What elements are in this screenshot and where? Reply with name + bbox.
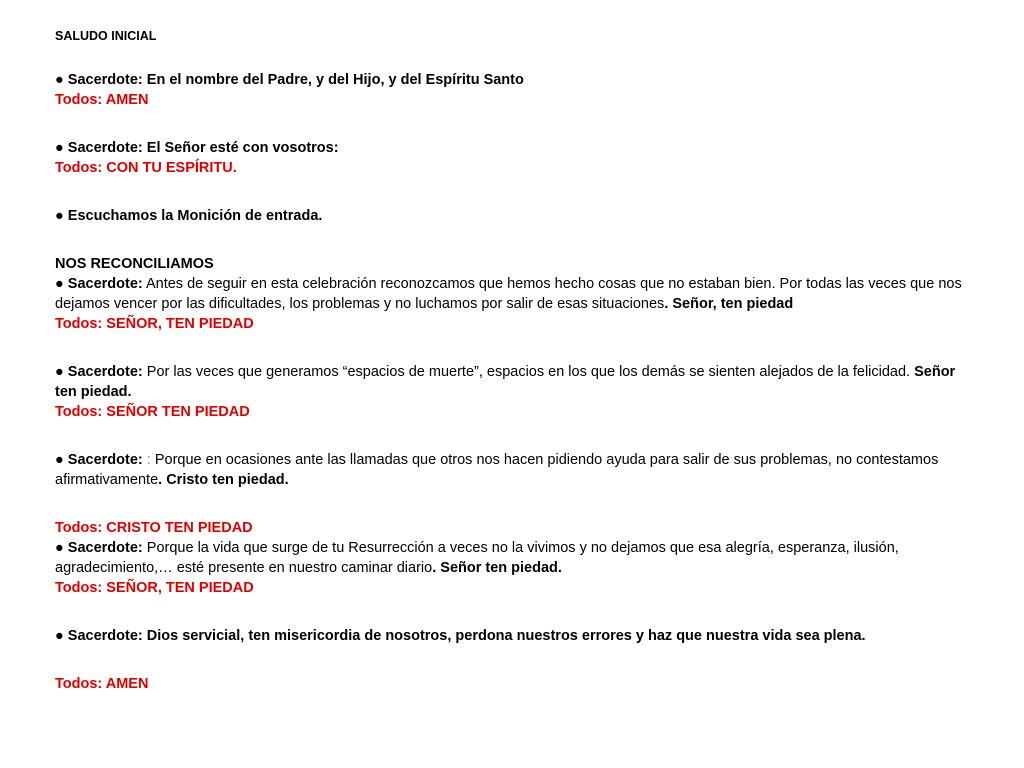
- item-text: Antes de seguir en esta celebración reconozcamos que hemos hecho cosas que no estaban bien. Por todas las veces que nos dejamos vencer por las dificultades, los problemas y no luchamos por salir de esas situaciones: [55, 276, 962, 312]
- reconciliamos-item-4: [55, 538, 975, 578]
- bullet-icon: ●: [55, 628, 64, 644]
- liturgy-document: [55, 27, 975, 694]
- saludo-priest-line-2: [55, 138, 975, 158]
- item-ending: . Señor, ten piedad: [664, 296, 794, 312]
- priest-text: Sacerdote: El Señor esté con vosotros:: [67, 140, 339, 156]
- reconciliamos-response-3: Todos: CRISTO TEN PIEDAD: [55, 520, 253, 536]
- monicion-text: Escuchamos la Monición de entrada.: [67, 208, 323, 224]
- saludo-response-1: Todos: AMEN: [55, 92, 149, 108]
- item-ending: . Cristo ten piedad.: [158, 472, 289, 488]
- bullet-icon: ●: [55, 540, 64, 556]
- item-text: Porque la vida que surge de tu Resurrección a veces no la vivimos y no dejamos que esa alegría, esperanza, ilusión, agradecimiento,… esté presente en nuestro caminar diario: [55, 540, 899, 576]
- reconciliamos-item-2: [55, 362, 975, 402]
- reconciliamos-response-5: Todos: AMEN: [55, 676, 149, 692]
- item-text: Por las veces que generamos “espacios de muerte”, espacios en los que los demás se sienten alejados de la felicidad.: [142, 364, 915, 380]
- section-title-saludo: SALUDO INICIAL: [55, 29, 157, 43]
- bullet-icon: ●: [55, 140, 64, 156]
- item-ending: . Señor ten piedad.: [432, 560, 562, 576]
- reconciliamos-item-5: [55, 626, 975, 646]
- priest-label: Sacerdote:: [67, 364, 143, 380]
- bullet-icon: ●: [55, 364, 64, 380]
- bullet-icon: ●: [55, 72, 64, 88]
- bullet-icon: ●: [55, 452, 64, 468]
- item-text: Porque en ocasiones ante las llamadas que otros nos hacen pidiendo ayuda para salir de sus problemas, no contestamos afirmativamente: [55, 452, 939, 488]
- priest-label: Sacerdote:: [67, 540, 143, 556]
- bullet-icon: ●: [55, 276, 64, 292]
- priest-label: Sacerdote:: [67, 452, 143, 468]
- reconciliamos-response-1: Todos: SEÑOR, TEN PIEDAD: [55, 316, 254, 332]
- priest-label: Sacerdote:: [67, 276, 143, 292]
- reconciliamos-response-4: Todos: SEÑOR, TEN PIEDAD: [55, 580, 254, 596]
- section-title-reconciliamos: NOS RECONCILIAMOS: [55, 256, 214, 272]
- reconciliamos-response-2: Todos: SEÑOR TEN PIEDAD: [55, 404, 250, 420]
- reconciliamos-item-1: [55, 274, 975, 314]
- saludo-response-2: Todos: CON TU ESPÍRITU.: [55, 160, 237, 176]
- saludo-priest-line-1: [55, 70, 975, 90]
- saludo-monicion: [55, 206, 975, 226]
- stray-colon: :: [142, 452, 151, 468]
- bullet-icon: ●: [55, 208, 64, 224]
- item-ending: Señor ten piedad.: [55, 364, 956, 400]
- reconciliamos-item-3: [55, 450, 975, 490]
- priest-text: Sacerdote: En el nombre del Padre, y del Hijo, y del Espíritu Santo: [67, 72, 524, 88]
- item-text: Sacerdote: Dios servicial, ten misericordia de nosotros, perdona nuestros errores y haz que nuestra vida sea plena.: [67, 628, 866, 644]
